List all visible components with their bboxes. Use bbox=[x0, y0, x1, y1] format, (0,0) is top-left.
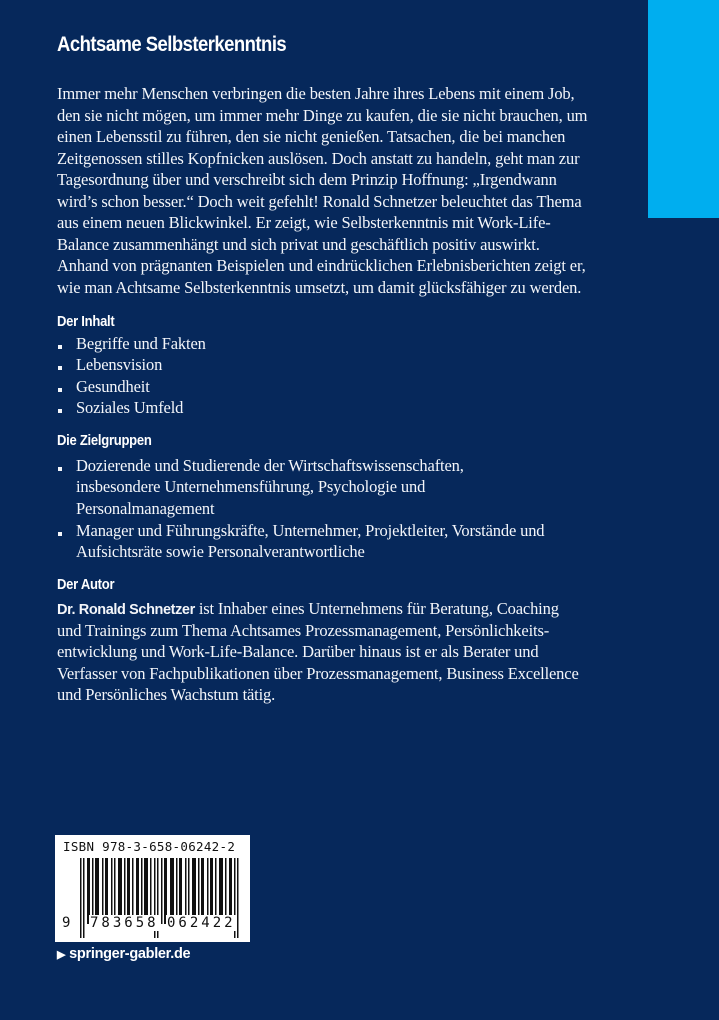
author-bio-line: und Persönliches Wachstum tätig. bbox=[57, 685, 276, 704]
author-bio-line: und Trainings zum Thema Achtsames Prozessmanagement, Persönlichkeits- bbox=[57, 621, 550, 640]
list-item: Soziales Umfeld bbox=[76, 398, 184, 417]
publisher-website-link[interactable] bbox=[57, 946, 190, 962]
triangle-right-icon: ▶ bbox=[57, 949, 66, 961]
author-bio-line: Verfasser von Fachpublikationen über Prozessmanagement, Business Excellence bbox=[57, 664, 579, 683]
section-heading-inhalt: Der Inhalt bbox=[57, 314, 115, 330]
list-item-line: Personalmanagement bbox=[76, 499, 215, 518]
list-item: Gesundheit bbox=[76, 377, 150, 396]
bullet-icon bbox=[58, 345, 62, 349]
page-title: Achtsame Selbsterkenntnis bbox=[57, 33, 287, 56]
author-bio-line: entwicklung und Work-Life-Balance. Darüber hinaus ist er als Berater und bbox=[57, 642, 539, 661]
intro-line: den sie nicht mögen, um immer mehr Dinge zu kaufen, die sie nicht brauchen, um bbox=[57, 106, 588, 125]
ean-left-group: 783658 bbox=[90, 915, 159, 931]
list-item: Begriffe und Fakten bbox=[76, 334, 206, 353]
isbn-barcode bbox=[55, 835, 250, 942]
bullet-icon bbox=[58, 366, 62, 370]
author-name: Dr. Ronald Schnetzer bbox=[57, 602, 195, 618]
bullet-icon bbox=[58, 388, 62, 392]
section-heading-zielgruppen: Die Zielgruppen bbox=[57, 433, 152, 449]
author-bio-text: ist Inhaber eines Unternehmens für Beratung, Coaching bbox=[194, 599, 559, 618]
author-bio-line bbox=[57, 599, 559, 620]
list-item: Lebensvision bbox=[76, 355, 163, 374]
ean-first-digit: 9 bbox=[62, 915, 71, 931]
intro-line: Zeitgenossen stilles Kopfnicken auslösen. Doch anstatt zu handeln, geht man zur bbox=[57, 149, 580, 168]
intro-line: wie man Achtsame Selbsterkenntnis umsetzt, um damit glücksfähiger zu werden. bbox=[57, 278, 582, 297]
bullet-icon bbox=[58, 409, 62, 413]
intro-line: Anhand von prägnanten Beispielen und eindrücklichen Erlebnisberichten zeigt er, bbox=[57, 256, 586, 275]
accent-color-block bbox=[648, 0, 719, 218]
bullet-icon bbox=[58, 467, 62, 471]
section-heading-autor: Der Autor bbox=[57, 577, 115, 593]
list-item-line: Aufsichtsräte sowie Personalverantwortliche bbox=[76, 542, 365, 561]
intro-line: Tagesordnung über und verschreibt sich dem Prinzip Hoffnung: „Irgendwann bbox=[57, 170, 557, 189]
bullet-icon bbox=[58, 532, 62, 536]
list-item-line: Dozierende und Studierende der Wirtschaftswissenschaften, bbox=[76, 456, 464, 475]
intro-line: aus einem neuen Blickwinkel. Er zeigt, wie Selbsterkenntnis mit Work-Life- bbox=[57, 213, 551, 232]
intro-line: Immer mehr Menschen verbringen die besten Jahre ihres Lebens mit einem Job, bbox=[57, 84, 575, 103]
isbn-label: ISBN 978-3-658-06242-2 bbox=[63, 839, 236, 854]
list-item-line: insbesondere Unternehmensführung, Psychologie und bbox=[76, 477, 426, 496]
intro-line: wird’s schon besser.“ Doch weit gefehlt! Ronald Schnetzer beleuchtet das Thema bbox=[57, 192, 582, 211]
ean-right-group: 062422 bbox=[167, 915, 236, 931]
intro-line: einen Lebensstil zu führen, den sie nicht genießen. Tatsachen, die bei manchen bbox=[57, 127, 566, 146]
website-label: springer-gabler.de bbox=[69, 946, 191, 962]
intro-line: Balance zusammenhängt und sich privat und geschäftlich positiv auswirkt. bbox=[57, 235, 540, 254]
list-item-line: Manager und Führungskräfte, Unternehmer, Projektleiter, Vorstände und bbox=[76, 521, 545, 540]
